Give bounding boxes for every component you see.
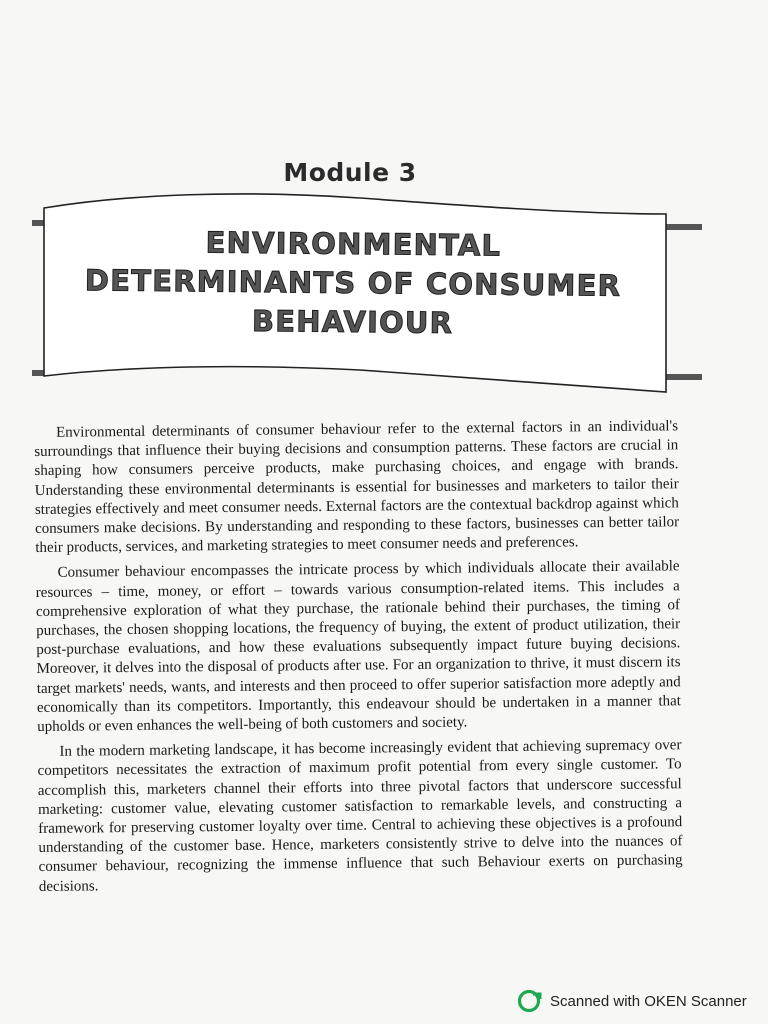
chapter-title-line-2: DETERMINANTS OF CONSUMER xyxy=(84,263,622,303)
chapter-title-line-1: ENVIRONMENTAL xyxy=(205,225,502,263)
banner-right-bar-top xyxy=(666,224,702,230)
banner-right-bar-bottom xyxy=(666,374,702,380)
module-label: Module 3 xyxy=(283,158,417,187)
scanner-watermark xyxy=(518,990,747,1012)
body-text xyxy=(34,417,683,903)
scanner-watermark-text: Scanned with OKEN Scanner xyxy=(550,992,747,1010)
chapter-title xyxy=(47,222,658,345)
paragraph-1: Environmental determinants of consumer behaviour refer to the external factors in an individual's surroundings that influence their buying decisions and consumption patterns. These factors are crucial in shaping how consumers perceive products, make purchasing choices, and engage with brands. Understanding these environmental determinants is essential for businesses and marketers to tailor their strategies effectively and meet consumer needs. External factors are the contextual backdrop against which consumers make decisions. By understanding and responding to these factors, businesses can better tailor their products, services, and marketing strategies to meet consumer needs and preferences. xyxy=(34,418,680,557)
oken-scanner-logo-icon xyxy=(518,990,542,1012)
chapter-title-line-3: BEHAVIOUR xyxy=(251,303,454,341)
paragraph-2: Consumer behaviour encompasses the intricate process by which individuals allocate their available resources – time, money, or effort – towards various consumption-related items. This includes a comprehensive exploration of what they purchase, the rationale behind their purchases, the timing of purchases, the chosen shopping locations, the frequency of buying, the extent of product utilization, their post-purchase evaluations, and how these evaluations subsequently impact future buying decisions. Moreover, it delves into the disposal of products after use. For an organization to thrive, it must discern its target markets' needs, wants, and interests and then proceed to offer superior satisfaction more adeptly and economically than its competitors. Importantly, this endeavour should be undertaken in a manner that upholds or even enhances the well-being of both customers and society. xyxy=(35,558,682,736)
paragraph-3: In the modern marketing landscape, it has become increasingly evident that achieving supremacy over competitors necessitates the extraction of maximum profit potential from every single customer. To accomplish this, marketers channel their efforts into three pivotal factors that underscore successful marketing: customer value, elevating customer satisfaction to remarkable levels, and constructing a framework for preserving customer loyalty over time. Central to achieving these objectives is a profound understanding of the customer base. Hence, marketers consistently strive to delve into the nuances of consumer behaviour, recognizing the immense influence that such Behaviour exerts on purchasing decisions. xyxy=(37,737,683,895)
